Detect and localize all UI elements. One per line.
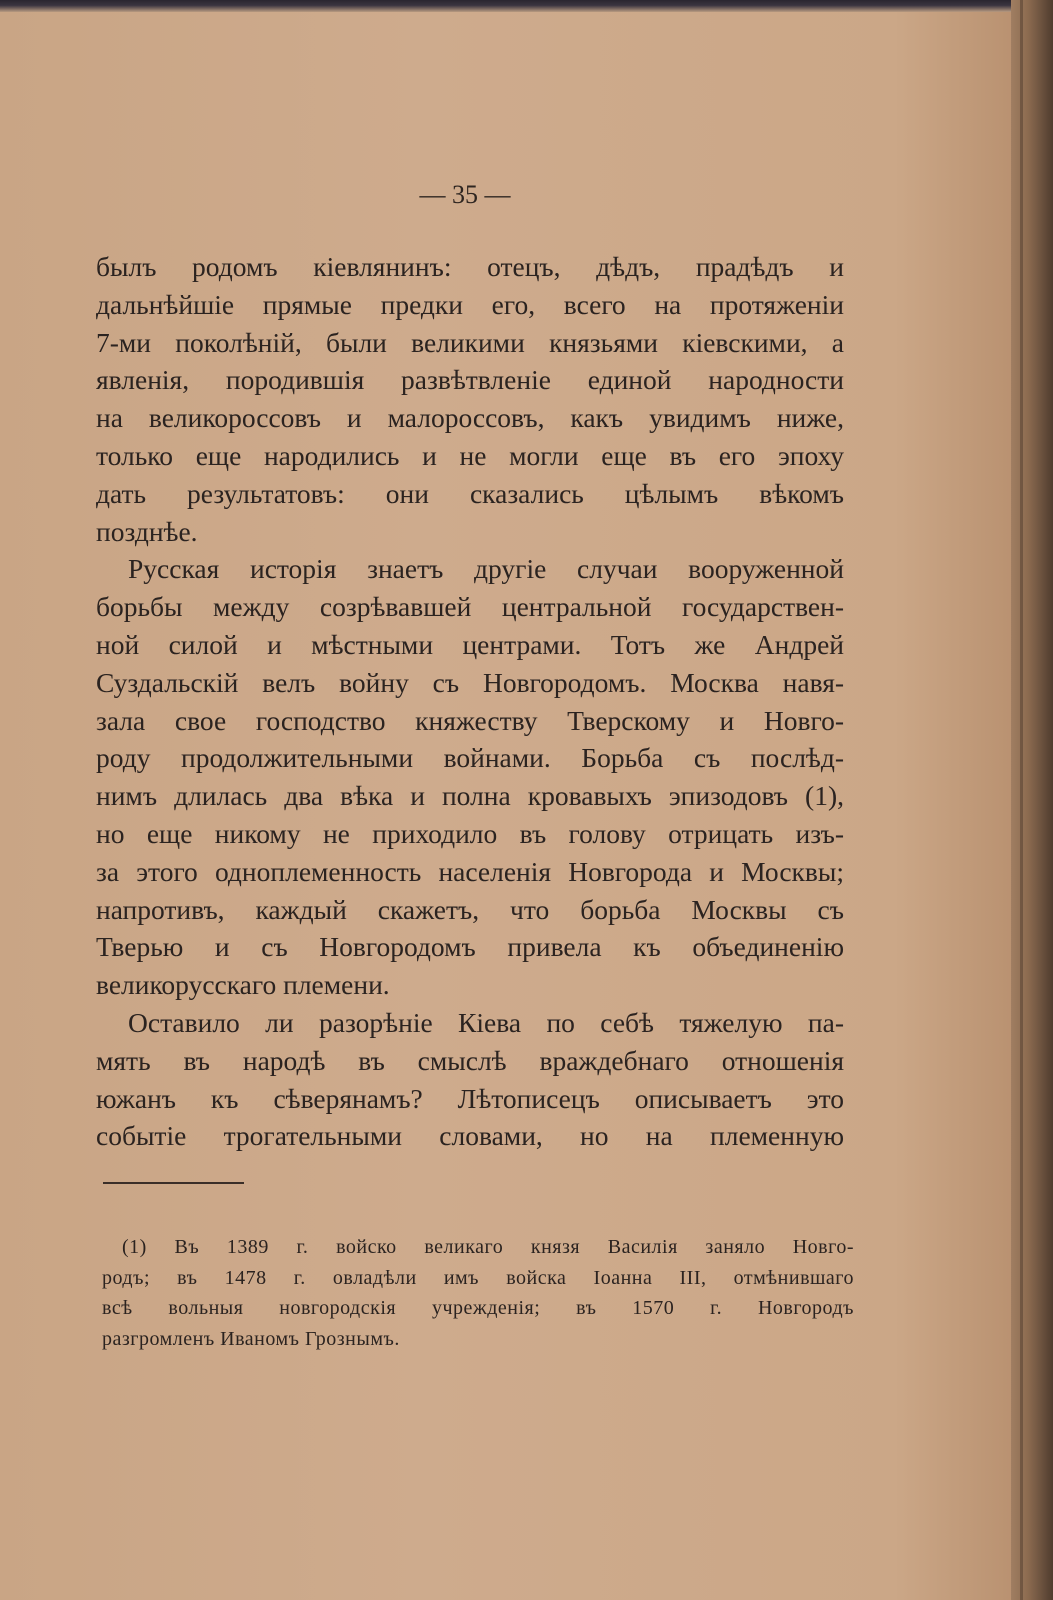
page-number: — 35 —	[419, 180, 511, 209]
text-line: только еще народились и не могли еще въ его эпоху	[96, 439, 844, 471]
text-line: мять въ народѣ въ смыслѣ враждебнаго отношенія	[96, 1044, 844, 1076]
footnote	[102, 1232, 854, 1354]
text-line: роду продолжительными войнами. Борьба съ послѣд-	[96, 742, 844, 774]
text-line: дальнѣйшіе прямые предки его, всего на протяженіи	[96, 288, 844, 320]
footnote-separator	[103, 1182, 244, 1184]
text-line: дать результатовъ: они сказались цѣлымъ вѣкомъ	[96, 477, 844, 509]
body-text	[96, 248, 844, 1155]
page-edge-line	[1020, 0, 1023, 1600]
text-line: Суздальскій велъ войну съ Новгородомъ. Москва навя-	[96, 666, 844, 698]
text-line: напротивъ, каждый скажетъ, что борьба Москвы съ	[96, 893, 844, 925]
paragraph-first-line: Оставило ли разорѣніе Кіева по себѣ тяжелую па-	[128, 1006, 844, 1038]
footnote-line: всѣ вольныя новгородскія учрежденія; въ 1570 г. Новгородъ	[102, 1297, 854, 1319]
text-line: за этого одноплеменность населенія Новгорода и Москвы;	[96, 855, 844, 887]
text-line: событіе трогательными словами, но на племенную	[96, 1120, 844, 1152]
text-line: великорусскаго племени.	[96, 969, 390, 1001]
footnote-line: (1) Въ 1389 г. войско великаго князя Василія заняло Новго-	[122, 1236, 854, 1258]
text-line: явленія, породившія развѣтвленіе единой народности	[96, 364, 844, 396]
paragraph-first-line: Русская исторія знаетъ другіе случаи вооруженной	[128, 553, 844, 585]
page-top-edge	[0, 0, 1053, 12]
text-line: борьбы между созрѣвавшей центральной государствен-	[96, 591, 844, 623]
text-line: зала свое господство княжеству Тверскому и Новго-	[96, 704, 844, 736]
footnote-line: родъ; въ 1478 г. овладѣли имъ войска Іоанна III, отмѣнившаго	[102, 1266, 854, 1289]
text-line: на великороссовъ и малороссовъ, какъ увидимъ ниже,	[96, 402, 844, 434]
text-line: Тверью и съ Новгородомъ привела къ объединенію	[96, 931, 844, 963]
text-line: нимъ длилась два вѣка и полна кровавыхъ эпизодовъ (1),	[96, 780, 844, 812]
text-line: позднѣе.	[96, 515, 198, 547]
text-line: ной силой и мѣстными центрами. Тотъ же Андрей	[96, 628, 844, 660]
book-spine-edge	[1011, 0, 1053, 1600]
text-line: южанъ къ сѣверянамъ? Лѣтописецъ описываетъ это	[96, 1082, 844, 1114]
text-line: но еще никому не приходило въ голову отрицать изъ-	[96, 817, 844, 849]
footnote-line: разгромленъ Иваномъ Грознымъ.	[102, 1327, 400, 1350]
text-line: 7-ми поколѣній, были великими князьями кіевскими, а	[96, 326, 844, 358]
text-line: былъ родомъ кіевлянинъ: отецъ, дѣдъ, прадѣдъ и	[96, 251, 844, 282]
